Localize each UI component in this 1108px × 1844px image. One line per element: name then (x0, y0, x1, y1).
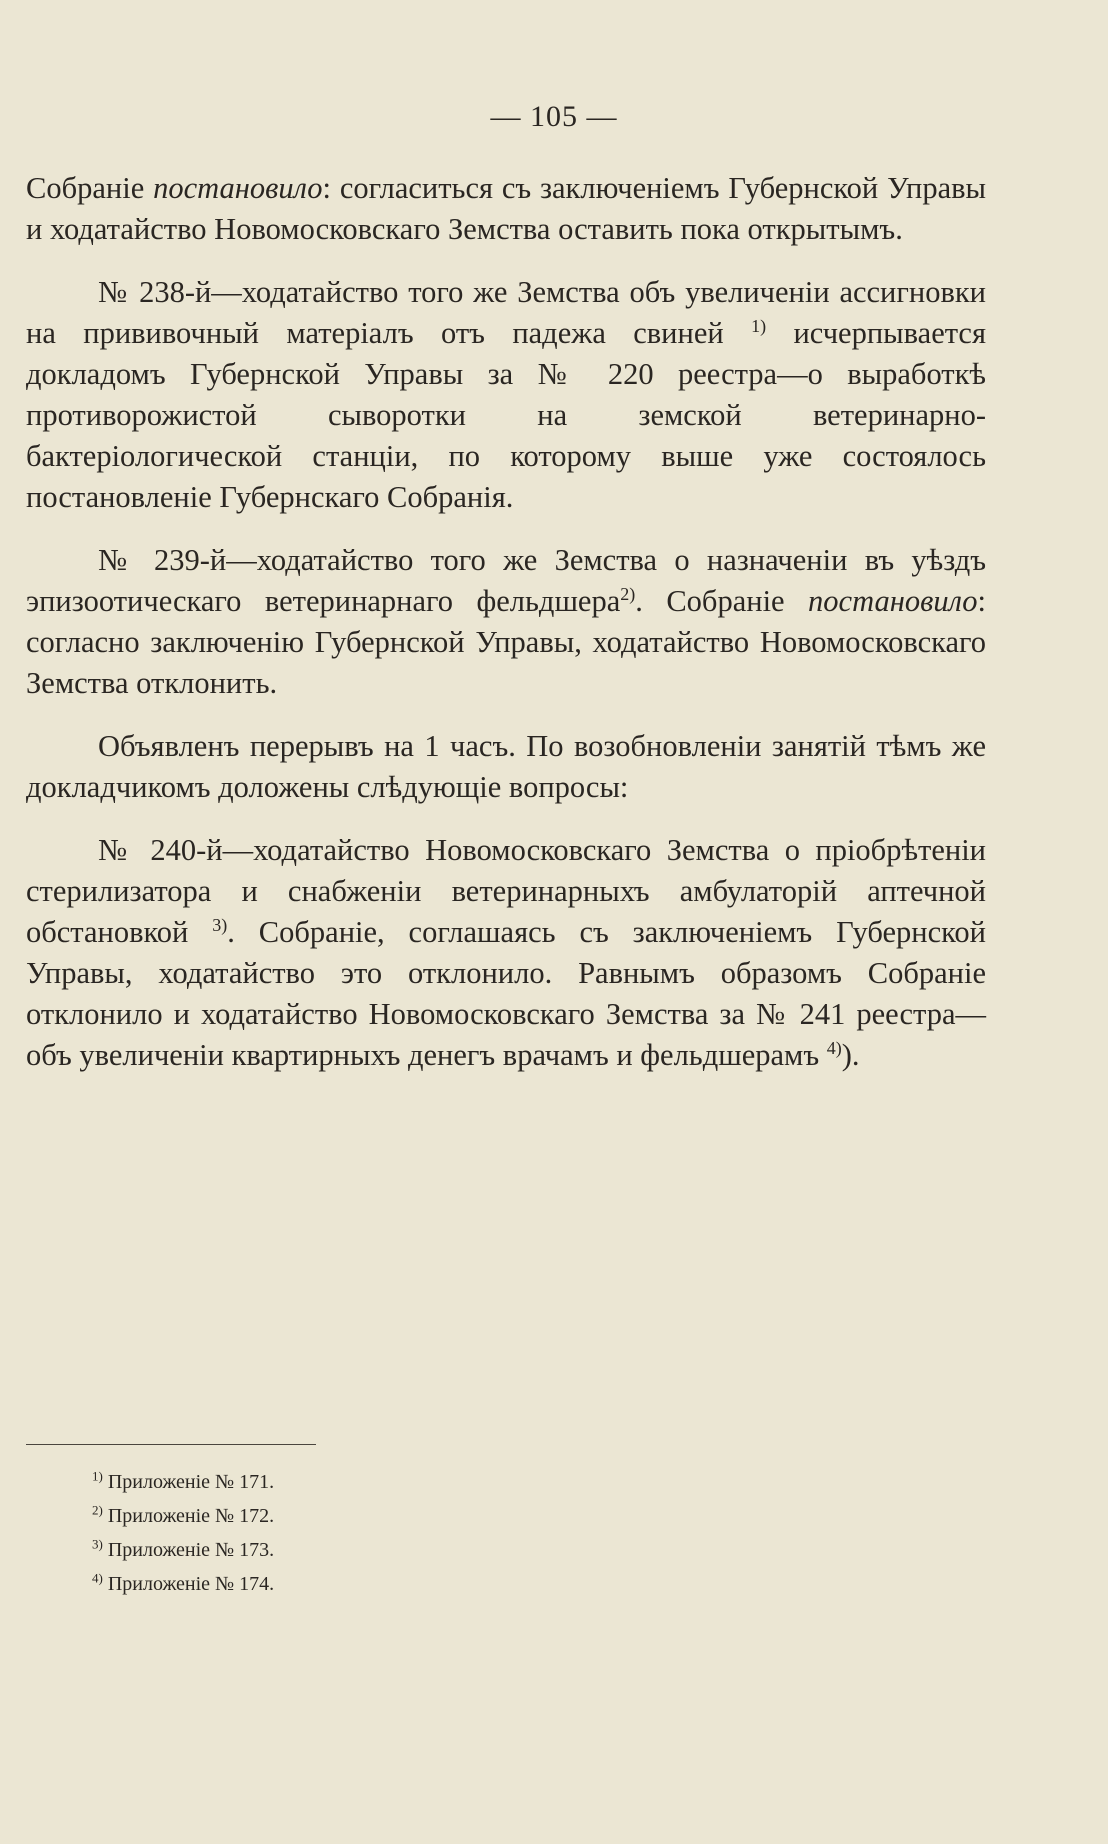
text-run: . Собраніе (635, 584, 809, 618)
paragraph (26, 830, 986, 1076)
text-run: № 240-й—ходатайство Новомосковскаго Земства о пріобрѣтеніи стерилизатора и снабженіи ветеринарныхъ амбулаторій аптечной обстановкой (26, 833, 986, 949)
text-run: исчерпывается докладомъ Губернской Управы за № 220 реестра—о выработкѣ противорожистой сыворотки на земской ветеринарно-бактеріологической станціи, по которому выше уже состоялось постановленіе Губернскаго Собранія. (26, 316, 986, 514)
text-run: № 239-й—ходатайство того же Земства о назначеніи въ уѣздъ эпизоотическаго ветеринарнаго фельдшера (26, 543, 986, 618)
text-run: Собраніе (26, 171, 154, 205)
footnote-reference: 4) (826, 1037, 842, 1058)
footnote-text: Приложеніе № 172. (102, 1505, 275, 1527)
footnote-text: Приложеніе № 174. (102, 1573, 275, 1595)
footnote-mark: 2) (92, 1502, 103, 1518)
footnote-mark: 1) (92, 1468, 103, 1484)
footnote-reference: 3) (212, 914, 228, 935)
footnote-reference: 2) (620, 583, 636, 604)
paragraph (26, 168, 986, 250)
footnotes (92, 1465, 274, 1601)
footnote-reference: 1) (751, 315, 767, 336)
footnote (92, 1499, 274, 1533)
text-run: № 238-й—ходатайство того же Земства объ увеличеніи ассигновки на прививочный матеріалъ отъ падежа свиней (26, 275, 986, 350)
body-text (26, 168, 986, 1098)
footnote (92, 1567, 274, 1601)
footnote (92, 1533, 274, 1567)
text-run: : согласно заключенію Губернской Управы, ходатайство Новомосковскаго Земства отклонить. (26, 584, 986, 700)
footnote-mark: 3) (92, 1536, 103, 1552)
footnote-divider (26, 1444, 316, 1445)
footnote (92, 1465, 274, 1499)
footnote-mark: 4) (92, 1570, 103, 1586)
paragraph (26, 540, 986, 704)
text-run: ). (841, 1038, 860, 1072)
page-number: — 105 — (490, 100, 618, 133)
text-run: . Собраніе, соглашаясь съ заключеніемъ Губернской Управы, ходатайство это отклонило. Равнымъ образомъ Собраніе отклонило и ходатайство Новомосковскаго Земства за № 241 реестра—объ увеличеніи квартирныхъ денегъ врачамъ и фельдшерамъ (26, 915, 987, 1072)
paragraph (26, 272, 986, 518)
text-run: : согласиться съ заключеніемъ Губернской Управы и ходатайство Новомосковскаго Земства оставить пока открытымъ. (26, 171, 986, 246)
text-run: Объявленъ перерывъ на 1 часъ. По возобновленіи занятій тѣмъ же докладчикомъ доложены слѣдующіе вопросы: (26, 729, 986, 804)
footnote-text: Приложеніе № 173. (102, 1539, 275, 1561)
italic-text: постановило (808, 584, 978, 618)
footnote-text: Приложеніе № 171. (102, 1471, 275, 1493)
italic-text: постановило (153, 171, 323, 205)
paragraph (26, 726, 986, 808)
